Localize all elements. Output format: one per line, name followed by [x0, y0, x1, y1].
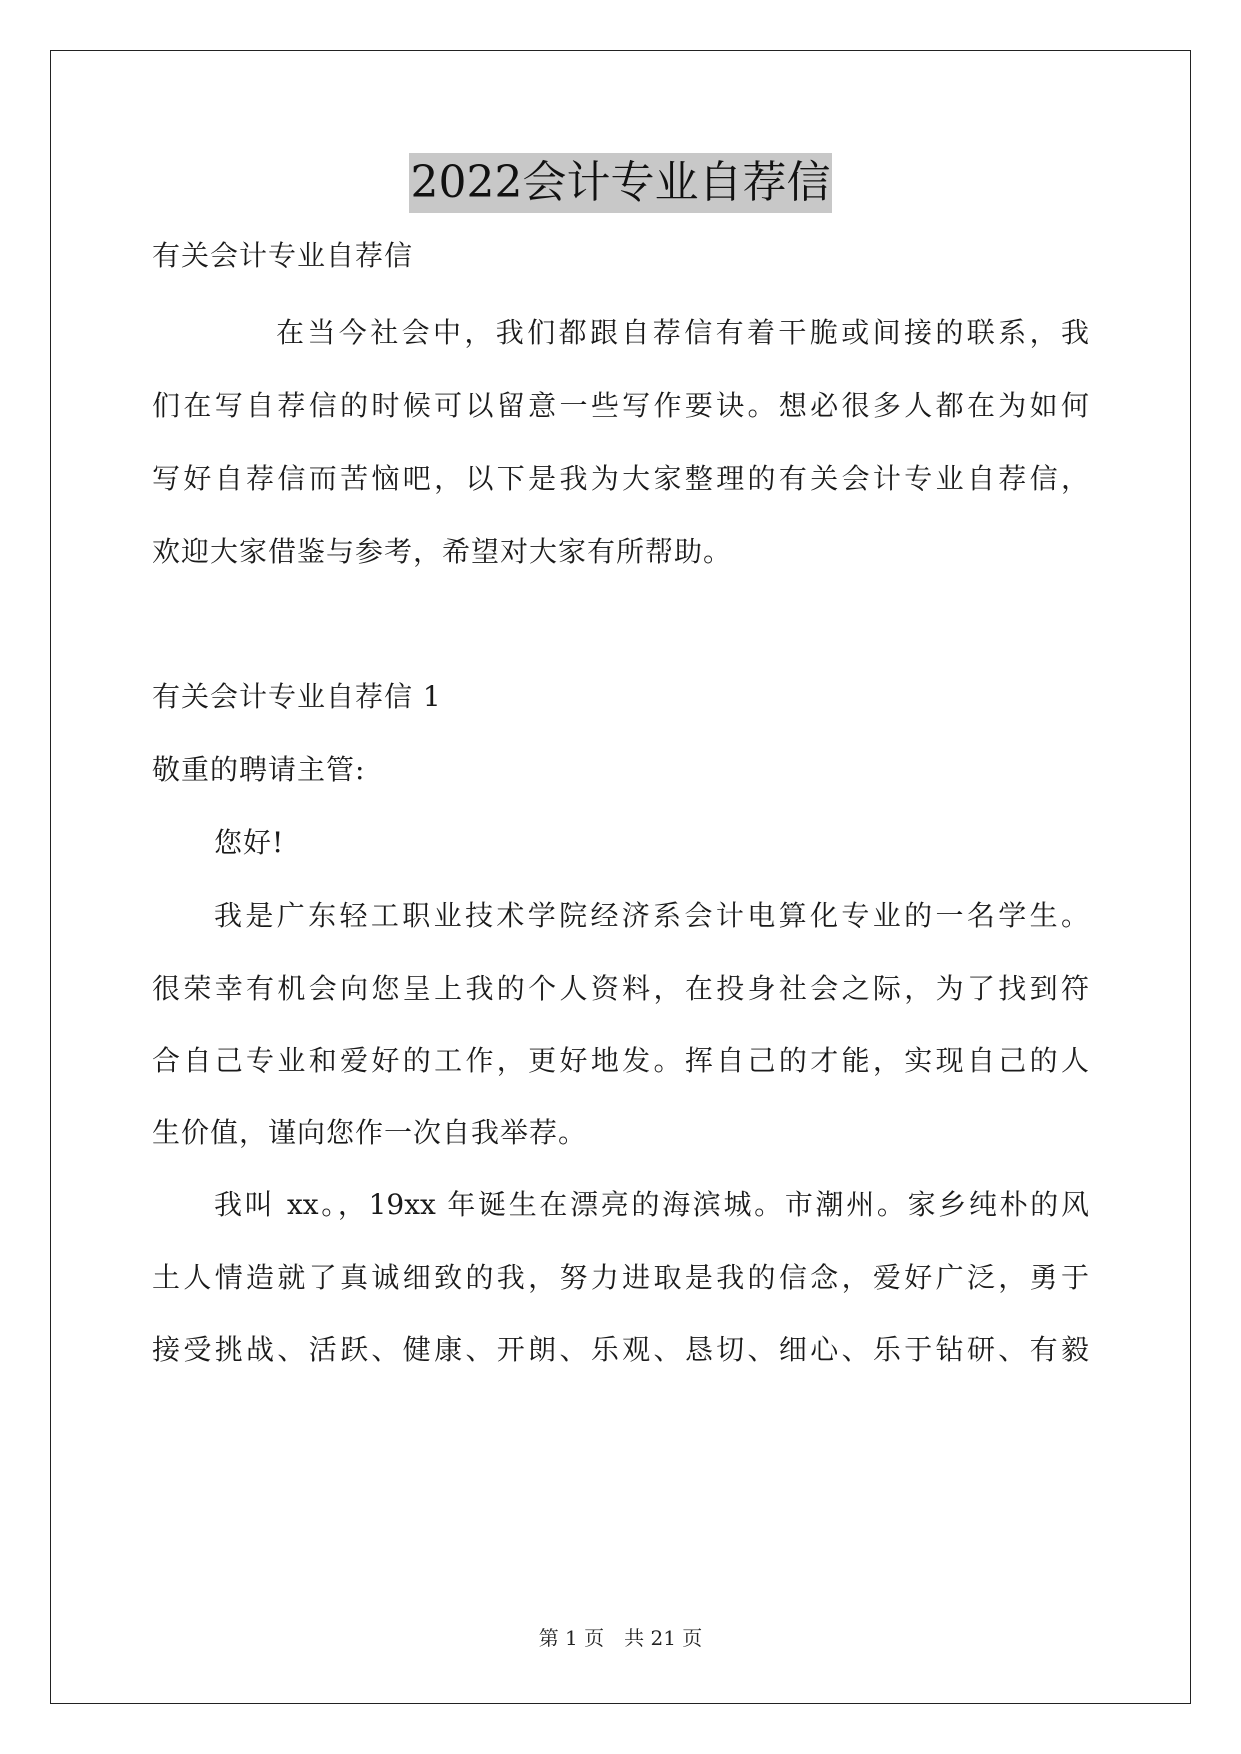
- subtitle: 有关会计专业自荐信: [152, 239, 414, 272]
- intro-line: 们在写自荐信的时候可以留意一些写作要诀。想必很多人都在为如何: [152, 389, 1089, 422]
- salutation: 敬重的聘请主管:: [152, 753, 366, 786]
- intro-line: 欢迎大家借鉴与参考，希望对大家有所帮助。: [152, 535, 733, 568]
- paragraph-line: 接受挑战、活跃、健康、开朗、乐观、恳切、细心、乐于钻研、有毅: [152, 1333, 1089, 1366]
- greeting: 您好!: [214, 826, 285, 859]
- paragraph-line: 生价值，谨向您作一次自我举荐。: [152, 1116, 588, 1149]
- page-border: [50, 50, 1191, 1704]
- paragraph-line: 合自己专业和爱好的工作，更好地发。挥自己的才能，实现自己的人: [152, 1044, 1089, 1077]
- title-container: [0, 153, 1241, 213]
- paragraph-line: 土人情造就了真诚细致的我，努力进取是我的信念，爱好广泛，勇于: [152, 1261, 1089, 1294]
- paragraph-line: 很荣幸有机会向您呈上我的个人资料，在投身社会之际，为了找到符: [152, 972, 1089, 1005]
- document-title: 2022会计专业自荐信: [409, 153, 833, 213]
- section-heading: 有关会计专业自荐信 1: [152, 680, 442, 713]
- page-number-footer: 第 1 页 共 21 页: [538, 1626, 703, 1650]
- intro-line: 在当今社会中，我们都跟自荐信有着干脆或间接的联系，我: [276, 316, 1089, 349]
- paragraph-line: 我叫 xx。，19xx 年诞生在漂亮的海滨城。市潮州。家乡纯朴的风: [214, 1188, 1089, 1221]
- paragraph-line: 我是广东轻工职业技术学院经济系会计电算化专业的一名学生。: [214, 899, 1089, 932]
- intro-line: 写好自荐信而苦恼吧，以下是我为大家整理的有关会计专业自荐信，: [152, 462, 1089, 495]
